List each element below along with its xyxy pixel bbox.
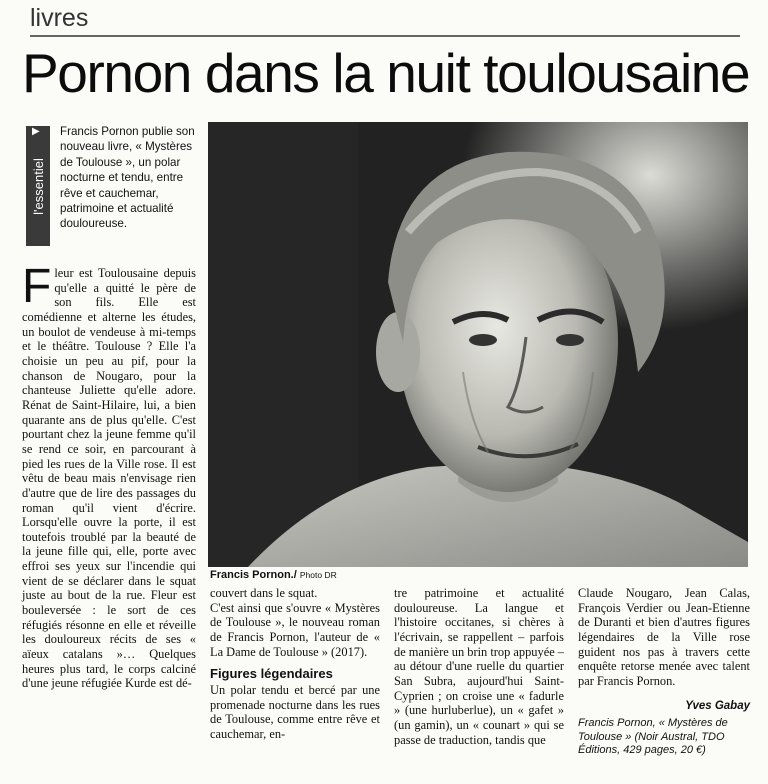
article-headline: Pornon dans la nuit toulousaine [22,42,750,104]
essentiel-summary: Francis Pornon publie son nouveau livre, « Mystères de Toulouse », un polar nocturne et tendu, entre rêve et cauchemar, patrimoine et actualité douloureuse. [60,125,195,231]
book-reference: Francis Pornon, « Mystères de Toulouse » (Noir Austral, TDO Éditions, 429 pages, 20 €) [578,717,728,757]
subheading: Figures légendaires [210,666,333,682]
section-label: livres [30,4,89,32]
article-column-4 [578,586,750,758]
essentiel-tab [26,126,50,246]
column-2-paragraph-a: couvert dans le squat. [210,586,318,600]
article-column-2 [210,586,380,742]
article-column-3 [394,586,564,747]
author-portrait-photo [208,122,748,567]
section-rule [30,35,740,37]
drop-cap: F [22,260,52,313]
essentiel-label: l'essentiel [30,157,46,215]
author-signature: Yves Gabay [685,699,750,712]
column-2-paragraph-b: C'est ainsi que s'ouvre « Mystères de Toulouse », le nouveau roman de Francis Pornon, l'auteur de « La Dame de Toulouse » (2017). [210,600,380,659]
article-column-1 [22,260,196,691]
column-1-text: leur est Toulousaine depuis qu'elle a quitté le père de son fils. Elle est comédienne et alterne les études, un boulot de vendeuse à mi-temps et le théâtre. Toulouse ? Elle l'a choisie un peu au pif, pour la chanson de Nougaro, pour la chanteuse Juliette qu'elle adore. Rénat de Saint-Hilaire, lui, a bien quarante ans de plus qu'elle. C'est pourtant chez la jeune femme qu'il se rend ce soir, en parcourant à pied les rues de la Ville rose. Il est vêtu de beau mais n'envisage rien d'autre que de lire des passages du roman qu'il vient d'écrire. Lorsqu'elle ouvre la porte, il est toutefois troublé par la beauté de la jeune fille qui, elle, porte avec effroi ses yeux sur l'incendie qui vient de se déclarer dans le squat juste au bout de la rue. Fleur est bouleversée : le sort de ces réfugiés résonne en elle et réveille les douloureux récits de ses « aïeux catalans »… Quelques heures plus tard, le corps calciné d'une jeune réfugiée Kurde est dé- [22,266,196,691]
column-2-paragraph-c: Un polar tendu et bercé par une promenade nocturne dans les rues de Toulouse, comme entre rêve et cauchemar, en- [210,682,380,741]
photo-caption [210,569,337,581]
caption-text: Francis Pornon./ [210,569,297,581]
column-3-text: tre patrimoine et actualité douloureuse. La langue et l'histoire occitanes, si chères à l'écrivain, se rappellent – parfois de manière un brin trop appuyée – au détour d'une ruelle du quartier San Subra, aujourd'hui Saint-Cyprien ; on croise une « fadurle » (une hurluberlue), un « gafet » (un gamin), un « counart » qui se passe de traduction, tandis que [394,586,564,747]
photo-credit: Photo DR [299,570,337,580]
column-4-text: Claude Nougaro, Jean Calas, François Verdier ou Jean-Etienne de Duranti et bien d'autres figures légendaires de la Ville rose guident nos pas à travers cette enquête retorse menée avec talent par Francis Pornon. [578,586,750,688]
triangle-arrow-icon: ▶ [32,126,40,137]
